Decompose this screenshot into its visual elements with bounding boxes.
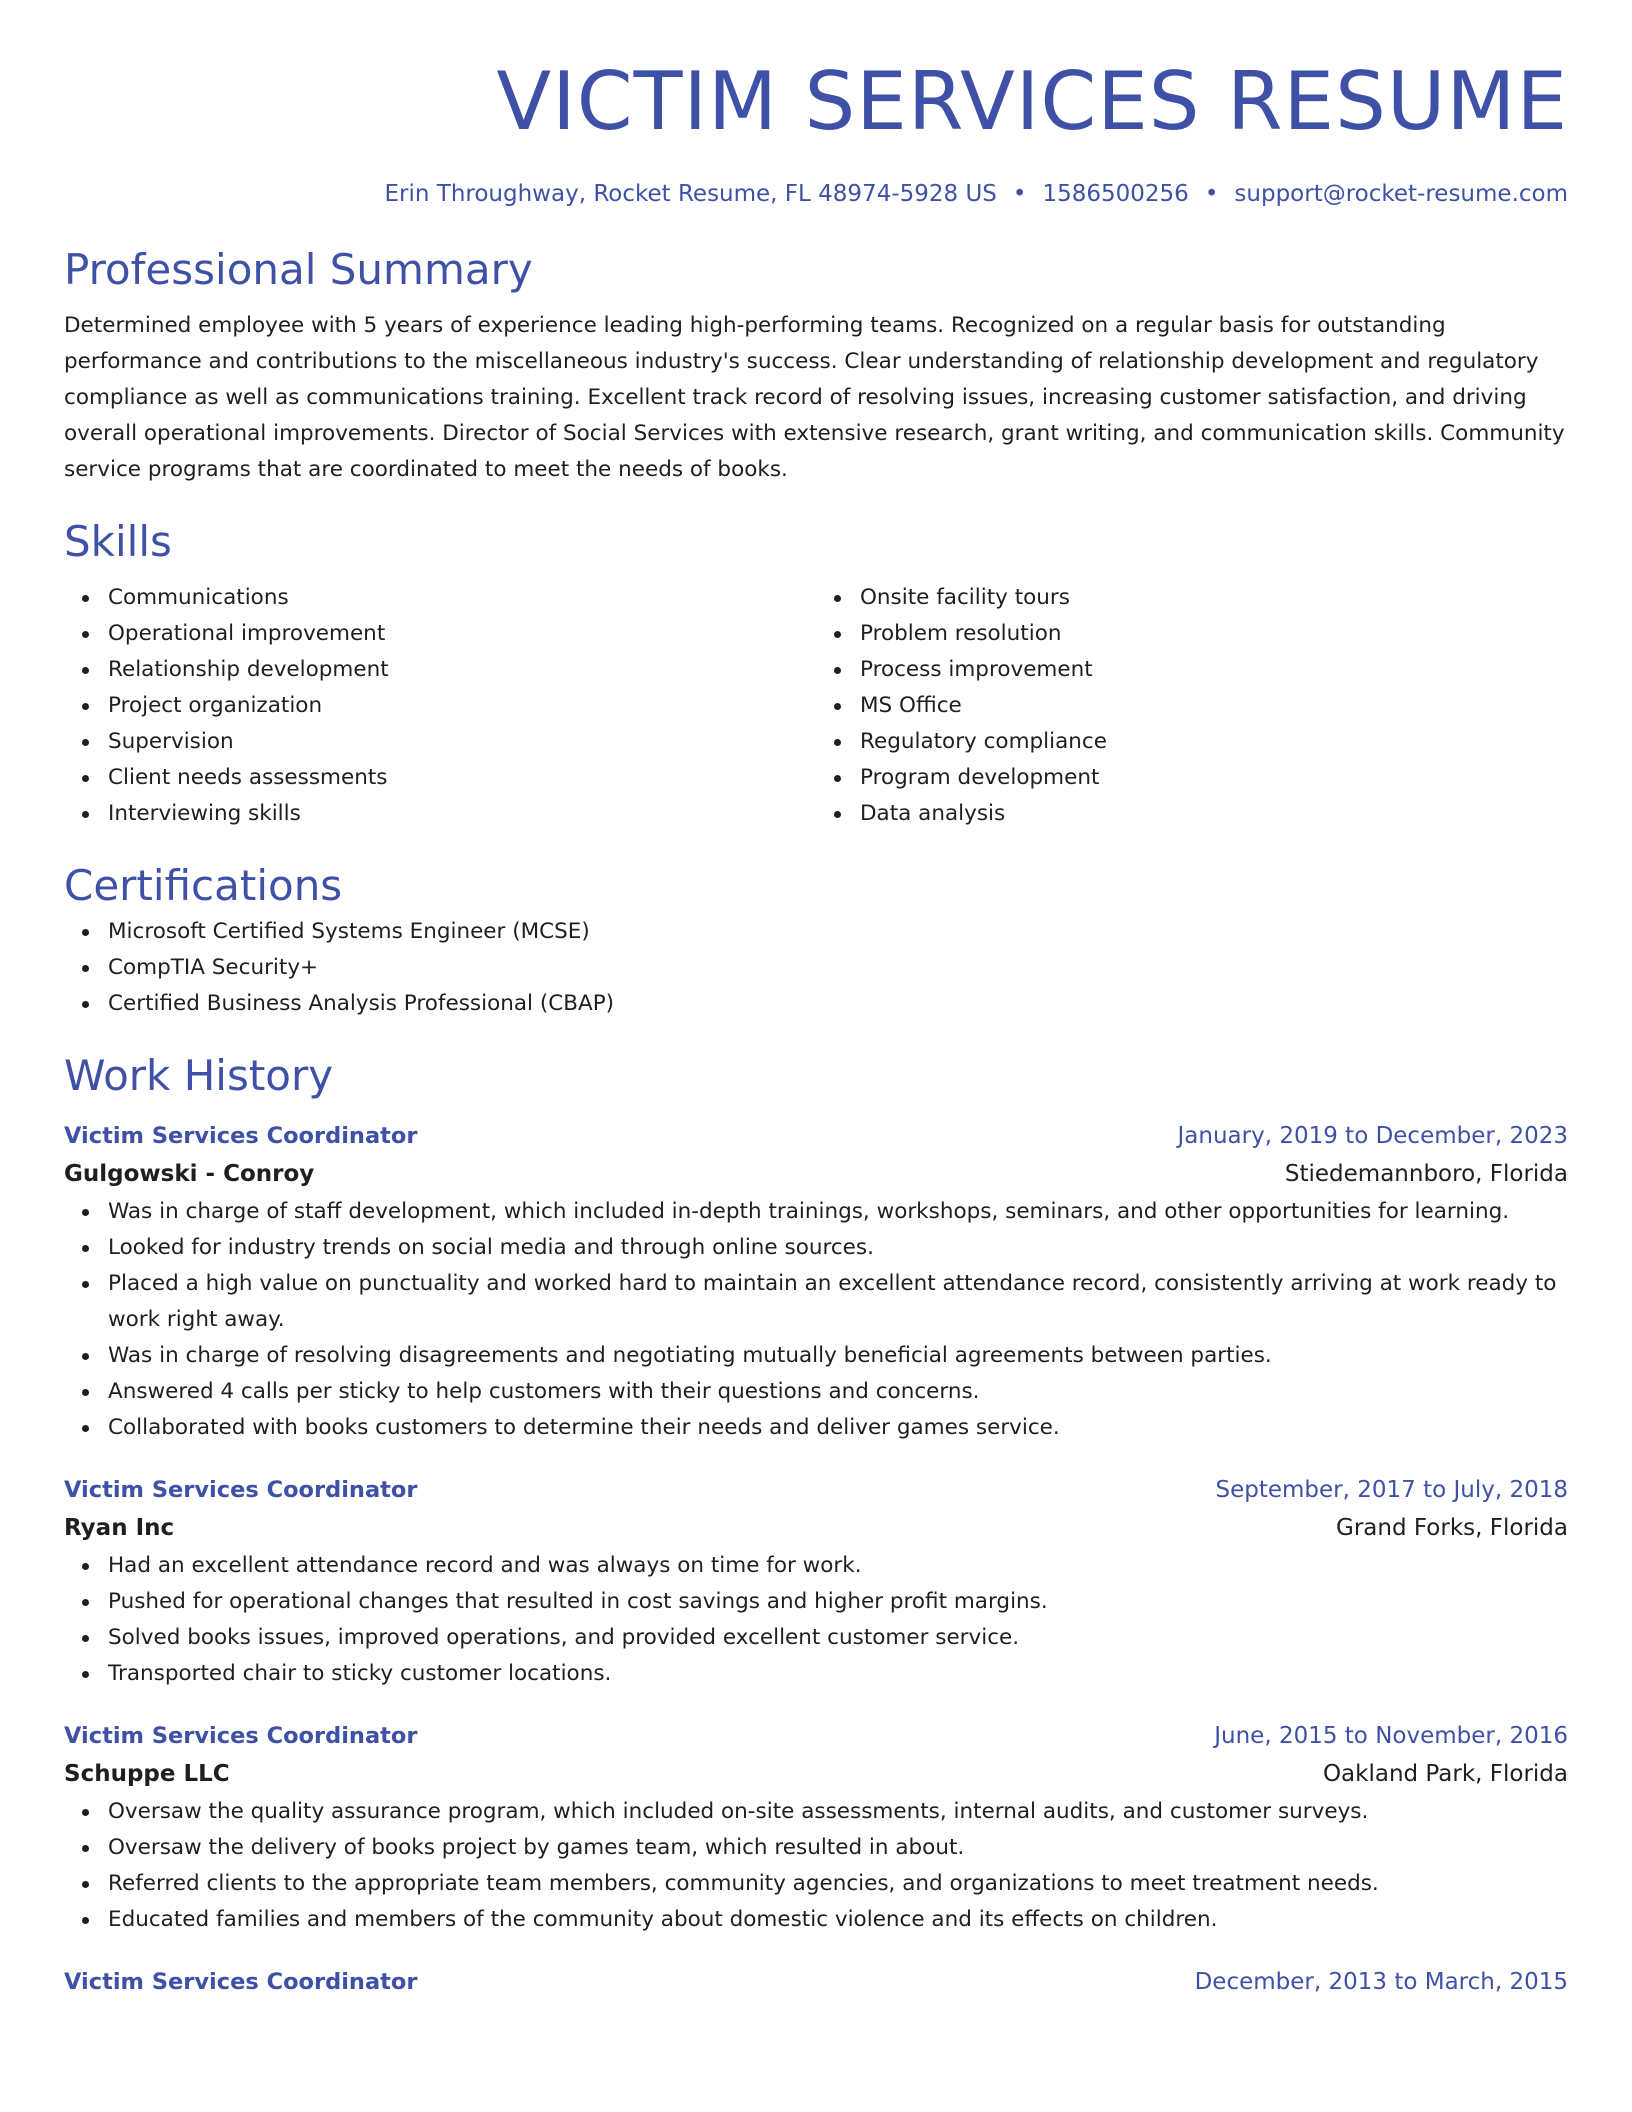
job-title: Victim Services Coordinator [64,1969,418,1995]
job-duties-list [64,1794,1568,1938]
job-dates: September, 2017 to July, 2018 [1215,1477,1568,1503]
job-location: Stiedemannboro, Florida [1284,1161,1568,1187]
job-duty-item: Oversaw the delivery of books project by games team, which resulted in about. [108,1830,1568,1866]
job-company-row [64,1508,1568,1548]
job-duty-item: Solved books issues, improved operations, and provided excellent customer service. [108,1620,1568,1656]
contact-address: Erin Throughway, Rocket Resume, FL 48974-5928 US [384,181,997,207]
skill-item: Relationship development [108,652,816,688]
skill-item: Interviewing skills [108,796,816,832]
contact-phone: 1586500256 [1042,181,1189,207]
job-location: Oakland Park, Florida [1322,1761,1568,1787]
job-entry [64,1472,1568,1692]
job-dates: December, 2013 to March, 2015 [1194,1969,1568,1995]
skill-item: Data analysis [860,796,1568,832]
work-history-heading: Work History [64,1051,334,1100]
job-title: Victim Services Coordinator [64,1723,418,1749]
job-title-row [64,1472,1568,1508]
job-entry [64,1718,1568,1938]
job-company-row [64,1154,1568,1194]
skills-list-left [64,580,816,832]
job-title-row [64,1718,1568,1754]
job-duty-item: Was in charge of resolving disagreements and negotiating mutually beneficial agreements between parties. [108,1338,1568,1374]
skill-item: Onsite facility tours [860,580,1568,616]
skill-item: Program development [860,760,1568,796]
job-title: Victim Services Coordinator [64,1123,418,1149]
job-entry [64,1118,1568,1446]
job-duty-item: Had an excellent attendance record and was always on time for work. [108,1548,1568,1584]
job-duty-item: Oversaw the quality assurance program, which included on-site assessments, internal audits, and customer surveys. [108,1794,1568,1830]
work-history-list [64,1118,1568,2000]
job-entry [64,1964,1568,2000]
job-title: Victim Services Coordinator [64,1477,418,1503]
job-title-row [64,1118,1568,1154]
job-title-row [64,1964,1568,2000]
skills-list-right [816,580,1568,832]
skill-item: Supervision [108,724,816,760]
job-duty-item: Looked for industry trends on social media and through online sources. [108,1230,1568,1266]
job-company: Schuppe LLC [64,1761,230,1787]
job-company-row [64,1754,1568,1794]
summary-text: Determined employee with 5 years of experience leading high-performing teams. Recognized on a regular basis for outstanding performance and contributions to the miscellaneous industry's success. Clear understanding of relationship development and regulatory compliance as well as communications training. Excellent track record of resolving issues, increasing customer satisfaction, and driving overall operational improvements. Director of Social Services with extensive research, grant writing, and communication skills. Community service programs that are coordinated to meet the needs of books. [64,313,1565,482]
job-duty-item: Placed a high value on punctuality and worked hard to maintain an excellent attendance record, consistently arriving at work ready to work right away. [108,1266,1568,1338]
job-duty-item: Collaborated with books customers to determine their needs and deliver games service. [108,1410,1568,1446]
job-company: Gulgowski - Conroy [64,1161,315,1187]
skills-heading: Skills [64,517,172,566]
contact-separator: • [1204,181,1219,207]
job-duty-item: Was in charge of staff development, which included in-depth trainings, workshops, seminars, and other opportunities for learning. [108,1194,1568,1230]
contact-email: support@rocket-resume.com [1234,181,1568,207]
contact-line [64,178,1568,210]
job-duty-item: Answered 4 calls per sticky to help customers with their questions and concerns. [108,1374,1568,1410]
certifications-heading: Certifications [64,861,343,910]
job-company: Ryan Inc [64,1515,175,1541]
job-duties-list [64,1194,1568,1446]
summary-heading: Professional Summary [64,245,533,294]
certifications-list [64,914,1568,1022]
skill-item: Regulatory compliance [860,724,1568,760]
skills-columns [64,580,1568,832]
job-duties-list [64,1548,1568,1692]
skill-item: Communications [108,580,816,616]
skill-item: Client needs assessments [108,760,816,796]
job-duty-item: Pushed for operational changes that resulted in cost savings and higher profit margins. [108,1584,1568,1620]
certification-item: CompTIA Security+ [108,950,1568,986]
job-duty-item: Transported chair to sticky customer locations. [108,1656,1568,1692]
certification-item: Microsoft Certified Systems Engineer (MCSE) [108,914,1568,950]
certification-item: Certified Business Analysis Professional (CBAP) [108,986,1568,1022]
skill-item: Problem resolution [860,616,1568,652]
job-dates: June, 2015 to November, 2016 [1214,1723,1568,1749]
skill-item: MS Office [860,688,1568,724]
job-duty-item: Educated families and members of the community about domestic violence and its effects on children. [108,1902,1568,1938]
skill-item: Operational improvement [108,616,816,652]
skill-item: Project organization [108,688,816,724]
contact-separator: • [1012,181,1027,207]
page-title: VICTIM SERVICES RESUME [496,55,1568,148]
job-location: Grand Forks, Florida [1336,1515,1568,1541]
job-dates: January, 2019 to December, 2023 [1177,1123,1568,1149]
skill-item: Process improvement [860,652,1568,688]
job-duty-item: Referred clients to the appropriate team members, community agencies, and organizations to meet treatment needs. [108,1866,1568,1902]
